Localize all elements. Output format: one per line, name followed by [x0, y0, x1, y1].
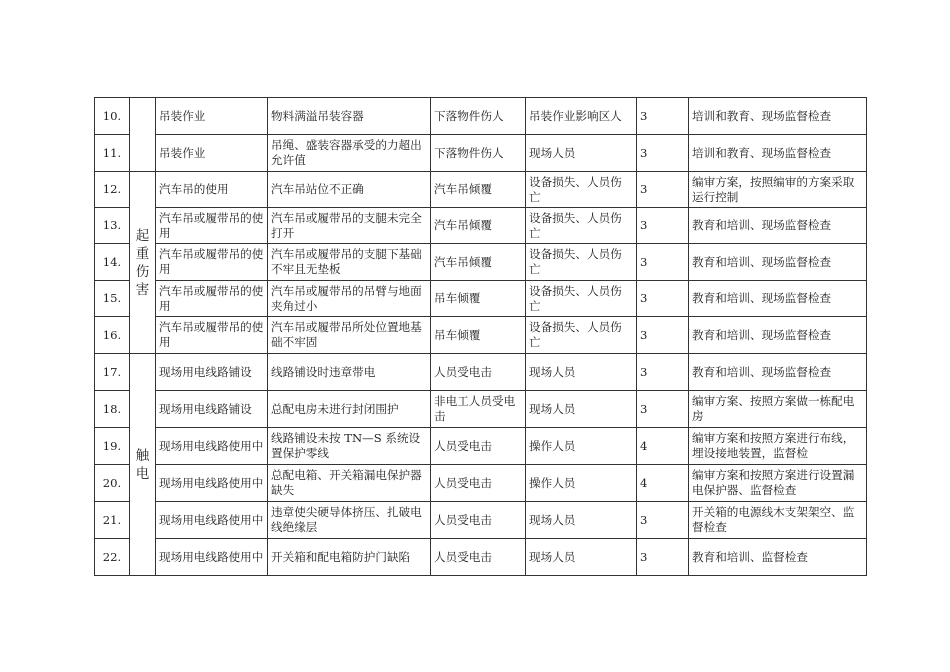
accident-cell: 人员受电击: [431, 502, 526, 539]
risk-level-cell: 4: [637, 465, 689, 502]
affected-cell: 现场人员: [526, 135, 637, 172]
accident-cell: 吊车倾覆: [431, 281, 526, 317]
row-number: 14.: [95, 244, 130, 281]
control-measure-cell: 教育和培训、现场监督检查: [689, 208, 867, 244]
risk-level-cell: 3: [637, 244, 689, 281]
table-row: [95, 391, 867, 428]
activity-cell: 现场用电线路使用中: [156, 428, 268, 465]
control-measure-cell: 编审方案，按照编审的方案采取运行控制: [689, 172, 867, 208]
hazard-cell: 汽车吊站位不正确: [268, 172, 431, 208]
hazard-cell: 总配电房未进行封闭围护: [268, 391, 431, 428]
control-measure-cell: 教育和培训、现场监督检查: [689, 354, 867, 391]
control-measure-cell: 培训和教育、现场监督检查: [689, 135, 867, 172]
activity-cell: 现场用电线路铺设: [156, 391, 268, 428]
accident-cell: 汽车吊倾覆: [431, 172, 526, 208]
table-row: [95, 281, 867, 317]
activity-cell: 汽车吊的使用: [156, 172, 268, 208]
risk-level-cell: 3: [637, 135, 689, 172]
risk-level-cell: 3: [637, 502, 689, 539]
accident-cell: 下落物件伤人: [431, 98, 526, 135]
hazard-cell: 违章使尖硬导体挤压、扎破电线绝缘层: [268, 502, 431, 539]
activity-cell: 汽车吊或履带吊的使用: [156, 317, 268, 354]
affected-cell: 设备损失、人员伤亡: [526, 208, 637, 244]
activity-cell: 现场用电线路铺设: [156, 354, 268, 391]
activity-cell: 现场用电线路使用中: [156, 465, 268, 502]
affected-cell: 现场人员: [526, 354, 637, 391]
row-number: 12.: [95, 172, 130, 208]
activity-cell: 汽车吊或履带吊的使用: [156, 244, 268, 281]
control-measure-cell: 开关箱的电源线木支架架空、监督检查: [689, 502, 867, 539]
activity-cell: 现场用电线路使用中: [156, 502, 268, 539]
risk-level-cell: 3: [637, 98, 689, 135]
row-number: 10.: [95, 98, 130, 135]
risk-level-cell: 4: [637, 428, 689, 465]
risk-level-cell: 3: [637, 354, 689, 391]
row-number: 11.: [95, 135, 130, 172]
risk-level-cell: 3: [637, 539, 689, 576]
table-row: [95, 539, 867, 576]
accident-cell: 吊车倾覆: [431, 317, 526, 354]
table-row: [95, 208, 867, 244]
accident-cell: 人员受电击: [431, 539, 526, 576]
table-row: [95, 502, 867, 539]
table-row: [95, 465, 867, 502]
row-number: 13.: [95, 208, 130, 244]
row-number: 19.: [95, 428, 130, 465]
control-measure-cell: 教育和培训、监督检查: [689, 539, 867, 576]
hazard-cell: 汽车吊或履带吊的吊臂与地面夹角过小: [268, 281, 431, 317]
accident-cell: 汽车吊倾覆: [431, 244, 526, 281]
activity-cell: 汽车吊或履带吊的使用: [156, 208, 268, 244]
affected-cell: 设备损失、人员伤亡: [526, 244, 637, 281]
control-measure-cell: 教育和培训、现场监督检查: [689, 317, 867, 354]
control-measure-cell: 教育和培训、现场监督检查: [689, 281, 867, 317]
control-measure-cell: 编审方案和按照方案进行布线，埋设接地装置，监督检: [689, 428, 867, 465]
affected-cell: 吊装作业影响区人: [526, 98, 637, 135]
row-number: 16.: [95, 317, 130, 354]
risk-level-cell: 3: [637, 172, 689, 208]
hazard-cell: 汽车吊或履带吊的支腿未完全打开: [268, 208, 431, 244]
risk-level-cell: 3: [637, 281, 689, 317]
table-row: [95, 135, 867, 172]
table-row: [95, 354, 867, 391]
control-measure-cell: 教育和培训、现场监督检查: [689, 244, 867, 281]
affected-cell: 设备损失、人员伤亡: [526, 317, 637, 354]
affected-cell: 操作人员: [526, 465, 637, 502]
category-empty-cell: [130, 98, 156, 172]
activity-cell: 现场用电线路使用中: [156, 539, 268, 576]
control-measure-cell: 编审方案、按照方案做一栋配电房: [689, 391, 867, 428]
affected-cell: 现场人员: [526, 502, 637, 539]
risk-level-cell: 3: [637, 391, 689, 428]
control-measure-cell: 培训和教育、现场监督检查: [689, 98, 867, 135]
hazard-cell: 物料满溢吊装容器: [268, 98, 431, 135]
hazard-cell: 线路铺设时违章带电: [268, 354, 431, 391]
accident-cell: 人员受电击: [431, 465, 526, 502]
affected-cell: 操作人员: [526, 428, 637, 465]
hazard-cell: 总配电箱、开关箱漏电保护器缺失: [268, 465, 431, 502]
control-measure-cell: 编审方案和按照方案进行设置漏电保护器、监督检查: [689, 465, 867, 502]
accident-cell: 非电工人员受电击: [431, 391, 526, 428]
row-number: 21.: [95, 502, 130, 539]
category-electric: 触电: [130, 354, 156, 576]
row-number: 20.: [95, 465, 130, 502]
risk-table: [94, 97, 867, 576]
accident-cell: 人员受电击: [431, 428, 526, 465]
table-row: [95, 317, 867, 354]
table-row: [95, 172, 867, 208]
activity-cell: 吊装作业: [156, 98, 268, 135]
affected-cell: 现场人员: [526, 391, 637, 428]
activity-cell: 汽车吊或履带吊的使用: [156, 281, 268, 317]
accident-cell: 下落物件伤人: [431, 135, 526, 172]
row-number: 15.: [95, 281, 130, 317]
hazard-cell: 开关箱和配电箱防护门缺陷: [268, 539, 431, 576]
table-row: [95, 428, 867, 465]
hazard-cell: 吊绳、盛装容器承受的力超出允许值: [268, 135, 431, 172]
row-number: 17.: [95, 354, 130, 391]
table-row: [95, 98, 867, 135]
hazard-cell: 汽车吊或履带吊所处位置地基础不牢固: [268, 317, 431, 354]
hazard-cell: 汽车吊或履带吊的支腿下基础不牢且无垫板: [268, 244, 431, 281]
accident-cell: 汽车吊倾覆: [431, 208, 526, 244]
category-lifting: 起重伤害: [130, 172, 156, 354]
affected-cell: 设备损失、人员伤亡: [526, 281, 637, 317]
affected-cell: 设备损失、人员伤亡: [526, 172, 637, 208]
table-row: [95, 244, 867, 281]
affected-cell: 现场人员: [526, 539, 637, 576]
row-number: 22.: [95, 539, 130, 576]
accident-cell: 人员受电击: [431, 354, 526, 391]
hazard-cell: 线路铺设未按 TN—S 系统设置保护零线: [268, 428, 431, 465]
risk-level-cell: 3: [637, 208, 689, 244]
activity-cell: 吊装作业: [156, 135, 268, 172]
risk-level-cell: 3: [637, 317, 689, 354]
row-number: 18.: [95, 391, 130, 428]
